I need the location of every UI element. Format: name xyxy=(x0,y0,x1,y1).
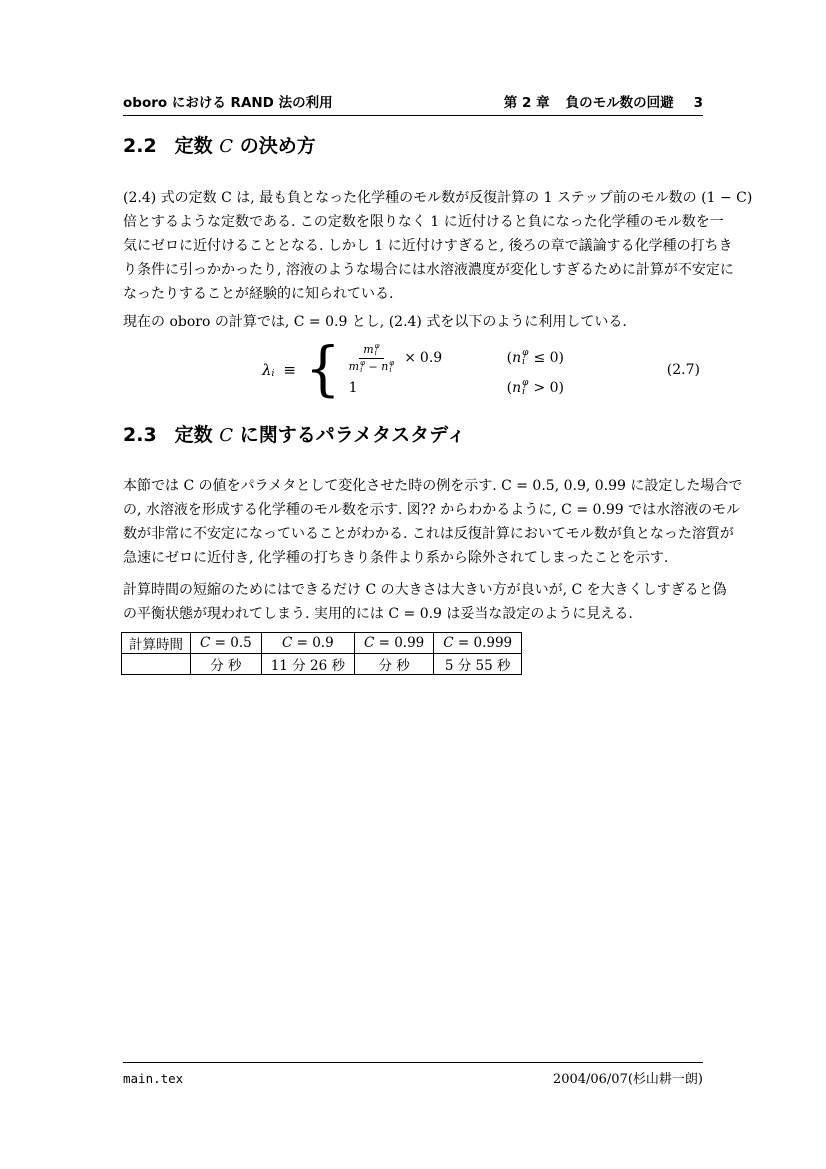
open-paren: ( xyxy=(506,380,513,396)
cases-block xyxy=(349,340,564,400)
m-atom: m φ i xyxy=(363,341,380,357)
open-paren: ( xyxy=(506,350,513,366)
table-value-cell: 分 秒 xyxy=(354,654,433,675)
paragraph-line: の, 水溶液を形成する化学種のモル数を示す. 図?? からわかるように, C = 0.99 では水溶液のモル xyxy=(123,502,741,518)
lambda-subscript: i xyxy=(271,369,275,379)
paragraph-line: 現在の oboro の計算では, C = 0.9 とし, (2.4) 式を以下のように利用している. xyxy=(123,314,627,330)
equation-2-7 xyxy=(123,335,703,404)
cases-brace: { xyxy=(304,335,341,404)
table-header-cell: C = 0.9 xyxy=(261,633,354,654)
case-1-value xyxy=(349,343,507,374)
m-atom: m φ i xyxy=(348,358,365,374)
relation-2: > 0) xyxy=(533,380,564,396)
table-value-cell: 11 分 26 秒 xyxy=(261,654,354,675)
paragraph-line: 気にゼロに近付けることとなる. しかし 1 に近付けすぎると, 後ろの章で議論する化学種の打ちき xyxy=(123,238,733,254)
case-row-1 xyxy=(349,340,564,376)
running-header xyxy=(123,91,703,111)
equiv-symbol: ≡ xyxy=(283,361,296,379)
header-rule xyxy=(123,115,703,116)
paragraph-4 xyxy=(123,578,727,626)
table-header-cell: C = 0.99 xyxy=(354,633,433,654)
paragraph-line: 本節では C の値をパラメタとして変化させた時の例を示す. C = 0.5, 0.9, 0.99 に設定した場合で xyxy=(123,478,743,494)
table-row-label: 計算時間 xyxy=(122,633,191,654)
paragraph-line: 倍とするような定数である. この定数を限りなく 1 に近付けると負になった化学種のモル数を一 xyxy=(123,214,724,230)
n-atom: n φ i xyxy=(381,358,395,374)
case-1-condition xyxy=(507,349,564,367)
fraction-denominator xyxy=(349,359,395,374)
section-title-pre: 定数 xyxy=(174,424,220,446)
paragraph-line: り条件に引っかかったり, 溶液のような場合には水溶液濃度が変化しすぎるために計算が不安定に xyxy=(123,262,734,278)
section-title-var: C xyxy=(219,136,234,157)
minus-sign: − xyxy=(364,360,382,373)
table-header-cell: C = 0.999 xyxy=(434,633,522,654)
table-header-cell: C = 0.5 xyxy=(191,633,262,654)
header-left-title: oboro における RAND 法の利用 xyxy=(123,95,333,111)
times-sign: × xyxy=(404,350,416,366)
lambda-symbol: λ xyxy=(262,361,272,379)
equation-number: (2.7) xyxy=(666,362,700,378)
paragraph-2 xyxy=(123,310,703,334)
header-chapter-title: 負のモル数の回避 xyxy=(565,95,674,111)
section-number: 2.2 xyxy=(123,135,157,157)
factor-value: 0.9 xyxy=(419,350,443,366)
section-2-3-heading xyxy=(123,422,703,449)
fraction xyxy=(349,343,395,374)
fraction-numerator xyxy=(359,343,383,359)
section-number: 2.3 xyxy=(123,424,157,446)
header-page-number: 3 xyxy=(693,95,703,111)
table-value-cell: 分 秒 xyxy=(191,654,262,675)
equation-body xyxy=(123,335,703,404)
case-2-condition xyxy=(507,379,564,397)
page-footer xyxy=(123,1062,703,1087)
table-value-row xyxy=(122,654,522,675)
n-atom: n φ i xyxy=(512,378,529,397)
table-header-row xyxy=(122,633,522,654)
timing-table xyxy=(121,632,522,675)
header-right xyxy=(504,91,703,111)
footer-date: 2004/06/07(杉山耕一朗) xyxy=(552,1072,703,1087)
n-atom: n φ i xyxy=(512,348,529,367)
section-title-post: の決め方 xyxy=(233,135,316,157)
table-value-cell: 5 分 55 秒 xyxy=(434,654,522,675)
footer-filename: main.tex xyxy=(123,1071,184,1086)
equation-lhs xyxy=(262,361,305,379)
section-title-post: に関するパラメタスタディ xyxy=(233,424,466,446)
paragraph-line: 数が非常に不安定になっていることがわかる. これは反復計算においてモル数が負となった溶質が xyxy=(123,526,734,542)
section-title-var: C xyxy=(219,425,234,446)
paragraph-line: (2.4) 式の定数 C は, 最も負となった化学種のモル数が反復計算の 1 ステップ前のモル数の (1 − C) xyxy=(123,190,753,206)
relation-1: ≤ 0) xyxy=(533,350,564,366)
section-title-pre: 定数 xyxy=(174,135,220,157)
paragraph-line: 急速にゼロに近付き, 化学種の打ちきり条件より系から除外されてしまったことを示す. xyxy=(123,550,669,566)
paragraph-3 xyxy=(123,474,743,570)
case-row-2 xyxy=(349,376,564,400)
table-empty-cell xyxy=(122,654,191,675)
paragraph-line: の平衡状態が現われてしまう. 実用的には C = 0.9 は妥当な設定のように見える. xyxy=(123,606,633,622)
paragraph-1 xyxy=(123,186,753,306)
case-2-value: 1 xyxy=(348,380,358,396)
paragraph-line: 計算時間の短縮のためにはできるだけ C の大きさは大きい方が良いが, C を大きくしすぎると偽 xyxy=(123,582,727,598)
header-chapter: 第 2 章 xyxy=(503,95,550,111)
times-factor xyxy=(400,350,442,366)
section-2-2-heading xyxy=(123,133,703,160)
paragraph-line: なったりすることが経験的に知られている. xyxy=(123,286,394,302)
